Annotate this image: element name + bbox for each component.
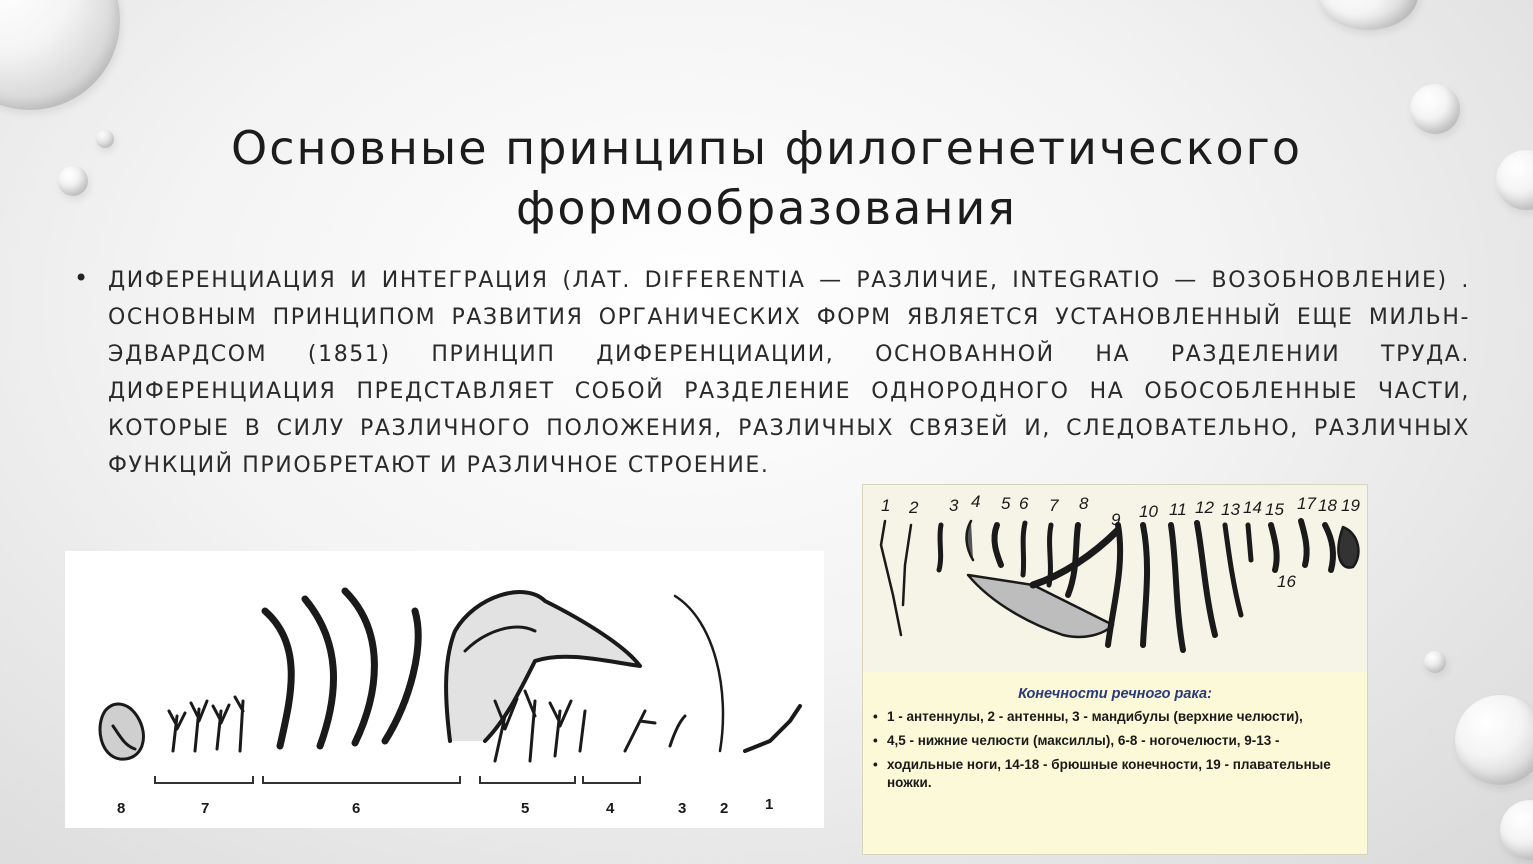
- limb-number: 9: [1111, 510, 1121, 529]
- limb-number: 10: [1139, 502, 1158, 521]
- limb-number: 3: [949, 496, 959, 515]
- slide-title: [100, 118, 1433, 238]
- limb-label: 3: [678, 800, 687, 817]
- limb-number: 7: [1049, 496, 1059, 515]
- slide-title-line: Основные принципы филогенетического: [231, 121, 1302, 175]
- limb-number: 2: [909, 498, 919, 517]
- limb-number: 1: [881, 496, 891, 515]
- limb-label: 7: [201, 800, 210, 817]
- crayfish-limbs-drawing-area: [863, 485, 1367, 672]
- crayfish-legend: [863, 672, 1367, 854]
- crayfish-limbs-drawing: [863, 485, 1367, 672]
- limb-label: 8: [117, 800, 126, 817]
- legend-title: Конечности речного рака:: [1018, 686, 1212, 702]
- limb-number: 8: [1079, 494, 1089, 513]
- limb-number: 17: [1297, 494, 1316, 513]
- bullet-dot-icon: •: [74, 264, 89, 292]
- legend-item: • ходильные ноги, 14-18 - брюшные конечности, 19 - плавательные ножки.: [871, 756, 1351, 792]
- water-drop-decoration: [1424, 651, 1446, 673]
- bullet-list: [70, 262, 1470, 506]
- legend-list: [871, 708, 1351, 798]
- limb-label: 5: [521, 800, 530, 817]
- crayfish-limbs-figure: [862, 484, 1368, 855]
- limb-number: 18: [1318, 496, 1337, 515]
- legend-item: • 1 - антеннулы, 2 - антенны, 3 - мандибулы (верхние челюсти),: [871, 708, 1351, 726]
- limb-number: 19: [1341, 496, 1360, 515]
- water-drop-decoration: [1318, 0, 1418, 30]
- water-drop-decoration: [1455, 695, 1533, 785]
- limb-number: 5: [1001, 494, 1011, 513]
- bullet-paragraph: ДИФЕРЕНЦИАЦИЯ И ИНТЕГРАЦИЯ (ЛАТ. DIFFERENTIA — РАЗЛИЧИЕ, INTEGRATIO — ВОЗОБНОВЛЕНИЕ) . ОСНОВНЫМ ПРИНЦИПОМ РАЗВИТИЯ ОРГАНИЧЕСКИХ ФОРМ ЯВЛЯЕТСЯ УСТАНОВЛЕННЫЙ ЕЩЕ МИЛЬН-ЭДВАРДСОМ (1851) ПРИНЦИП ДИФЕРЕНЦИАЦИИ, ОСНОВАННОЙ НА РАЗДЕЛЕНИИ ТРУДА. ДИФЕРЕНЦИАЦИЯ ПРЕДСТАВЛЯЕТ СОБОЙ РАЗДЕЛЕНИЕ ОДНОРОДНОГО НА ОБОСОБЛЕННЫЕ ЧАСТИ, КОТОРЫЕ В СИЛУ РАЗЛИЧНОГО ПОЛОЖЕНИЯ, РАЗЛИЧНЫХ СВЯЗЕЙ И, СЛЕДОВАТЕЛЬНО, РАЗЛИЧНЫХ ФУНКЦИЙ ПРИОБРЕТАЮТ И РАЗЛИЧНОЕ СТРОЕНИЕ.: [108, 268, 1470, 478]
- slide-title-line: формообразования: [516, 181, 1017, 235]
- limb-label: 6: [352, 800, 361, 817]
- water-drop-decoration: [1500, 800, 1533, 860]
- water-drop-decoration: [1496, 150, 1533, 210]
- limb-number: 16: [1277, 572, 1296, 591]
- water-drop-decoration: [58, 166, 88, 196]
- limb-number: 11: [1169, 500, 1187, 519]
- limb-number: 12: [1195, 498, 1214, 517]
- limb-number: 13: [1221, 500, 1240, 519]
- limb-number: 6: [1019, 494, 1029, 513]
- limb-number: 14: [1243, 498, 1262, 517]
- limb-label: 2: [720, 800, 729, 817]
- legend-item: • 4,5 - нижние челюсти (максиллы), 6-8 - ногочелюсти, 9-13 -: [871, 732, 1351, 750]
- limb-label: 1: [765, 796, 774, 813]
- limb-number: 15: [1265, 500, 1284, 519]
- water-drop-decoration: [0, 0, 120, 110]
- limbs-figure-left: [65, 551, 824, 828]
- limbs-drawing: [65, 551, 824, 828]
- limb-label: 4: [606, 800, 615, 817]
- limb-number: 4: [971, 492, 981, 511]
